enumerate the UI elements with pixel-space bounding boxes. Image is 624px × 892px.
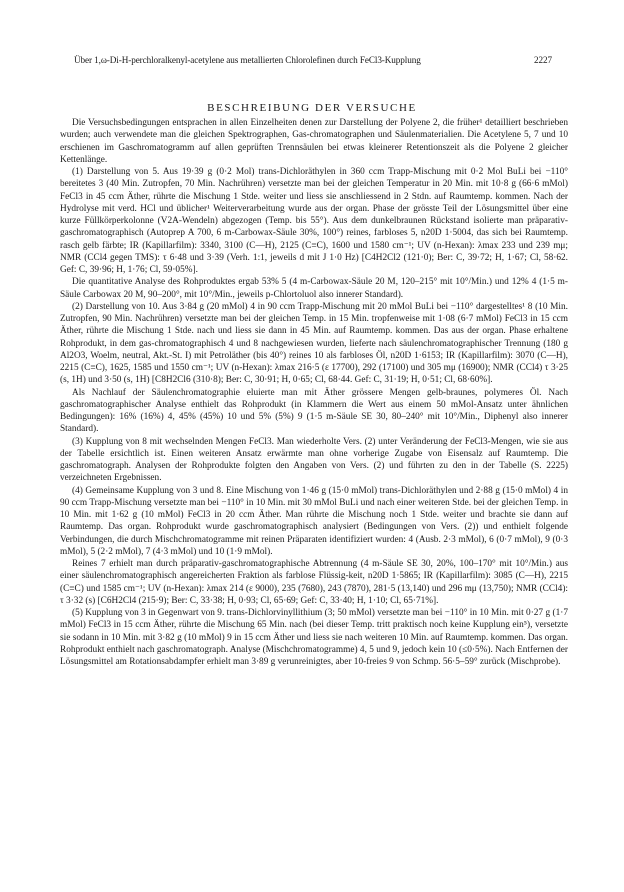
page-number: 2227: [534, 55, 552, 65]
paragraph-experiment-5: (5) Kupplung von 3 in Gegenwart von 9. trans-Dichlorvinyllithium (3; 50 mMol) versetzte man bei −110° in 10 Min. mit 0·27 g (1·7 mMol) FeCl3 in 15 ccm Äther, rührte die Mischung 65 Min. nach (bei dieser Temp. tritt praktisch noch keine Kupplung ein⁵), versetzte sie sodann in 10 Min. mit 3·82 g (10 mMol) 9 in 15 ccm Äther und liess sie nach weiteren 10 Min. auf Raumtemp. kommen. Das organ. Rohprodukt enthielt nach gaschromatograph. Analyse (Mischchromatogramme) 4, 5 und 9, jedoch kein 10 (≤0·5%). Nach Entfernen der Lösungsmittel am Rotationsabdampfer erhielt man 3·89 g verunreinigtes, aber 10-freies 9 von Schmp. 56·5–59° zurück (Mischprobe).: [60, 608, 568, 667]
body-text: [60, 117, 568, 668]
paragraph-experiment-4: (4) Gemeinsame Kupplung von 3 und 8. Eine Mischung von 1·46 g (15·0 mMol) trans-Dichloräthylen und 2·88 g (15·0 mMol) 4 in 90 ccm Trapp-Mischung versetzte man bei −110° in 10 Min. mit 30 mMol BuLi und nach einer weiteren Stde. bei der gleichen Temp. in 10 Min. mit 1·62 g (10 mMol) FeCl3 in 20 ccm Äther. Man rührte die Mischung noch 1 Stde. weiter und brachte sie dann auf Raumtemp. Das organ. Rohprodukt wurde gaschromatographisch analysiert (Bedingungen von Vers. (2)) und enthielt folgende Verbindungen, die durch Mischchromatogramme mit reinen Präparaten identifiziert wurden: 4 (Ausb. 2·3 mMol), 6 (0·7 mMol), 9 (0·3 mMol), 5 (2·2 mMol), 7 (4·3 mMol) und 10 (1·9 mMol).: [60, 485, 568, 557]
paragraph-experiment-1: (1) Darstellung von 5. Aus 19·39 g (0·2 Mol) trans-Dichloräthylen in 360 ccm Trapp-Mischung mit 0·2 Mol BuLi bei −110° bereitetes 3 (40 Min. Zutropfen, 70 Min. Nachrühren) versetzte man bei der gleichen Temperatur in 20 Min. mit 10·8 g (66·6 mMol) FeCl3 in 45 ccm Äther, rührte die Mischung 1 Stde. weiter und liess sie anschliessend in 2 Stdn. auf Raumtemp. kommen. Nach der Hydrolyse mit verd. HCl und üblicher¹ Weiterverarbeitung wurde aus der organ. Phase der grösste Teil der Lösungsmittel über eine kurze Füllkörperkolonne (V2A-Wendeln) abgezogen (Temp. bis 55°). Aus dem dunkelbraunen Rückstand isolierte man präparativ-gaschromatographisch (Autoprep A 700, 6 m-Carbowax-Säule 30%, 100°) reines, farbloses 5, n20D 1·5004, das sich bei Raumtemp. rasch gelb färbte; IR (Kapillarfilm): 3340, 3100 (C—H), 2125 (C≡C), 1600 und 1580 cm⁻¹; UV (n-Hexan): λmax 233 und 239 mμ; NMR (CCl4 gegen TMS): τ 6·48 und 3·39 (Verh. 1:1, jeweils d mit J 1·0 Hz) [C4H2Cl2 (121·0); Ber: C, 39·72; H, 1·67; Cl, 58·62. Gef: C, 39·96; H, 1·76; Cl, 59·05%].: [60, 167, 568, 275]
section-heading: BESCHREIBUNG DER VERSUCHE: [207, 102, 417, 114]
paragraph-experiment-3: (3) Kupplung von 8 mit wechselnden Mengen FeCl3. Man wiederholte Vers. (2) unter Veränderung der FeCl3-Mengen, wie sie aus der Tabelle ersichtlich ist. Einen weiteren Ansatz erwärmte man ohne vorherige Zugabe von Eisensalz auf Raumtemp. Die gaschromatograph. Analysen der Rohprodukte folgten den Angaben von Vers. (2) und führten zu den in der Tabelle (S. 2225) verzeichneten Ergebnissen.: [60, 436, 568, 484]
paragraph-experiment-2: (2) Darstellung von 10. Aus 3·84 g (20 mMol) 4 in 90 ccm Trapp-Mischung mit 20 mMol BuLi bei −110° dargestelltes¹ 8 (10 Min. Zutropfen, 90 Min. Nachrühren) versetzte man bei der gleichen Temp. in 15 Min. tropfenweise mit 1·08 (6·7 mMol) FeCl3 in 15 ccm Äther, rührte die Mischung 1 Stde. nach und liess sie dann in 45 Min. auf Raumtemp. kommen. Das aus der organ. Phase erhaltene Rohprodukt, in dem gas-chromatographisch 4 und 8 nachgewiesen wurden, lieferte nach säulenchromatographischer Trennung (180 g Al2O3, Woelm, neutral, Akt.-St. I) mit Petroläther (bis 40°) reines 10 als farbloses Öl, n20D 1·6153; IR (Kapillarfilm): 3070 (C—H), 2215 (C≡C), 1625, 1585 und 1550 cm⁻¹; UV (n-Hexan): λmax 216·5 (ε 17700), 292 (17100) und 305 mμ (16900); NMR (CCl4) τ 3·25 (s, 1H) und 3·50 (s, 1H) [C8H2Cl6 (310·8); Ber: C, 30·91; H, 0·65; Cl, 68·44. Gef: C, 31·19; H, 0·51; Cl, 68·60%].: [60, 301, 568, 386]
running-title: Über 1,ω-Di-H-perchloralkenyl-acetylene aus metallierten Chlorolefinen durch FeCl3-Kupplung: [74, 55, 421, 65]
paragraph-pure-7: Reines 7 erhielt man durch präparativ-gaschromatographische Abtrennung (4 m-Säule SE 30, 20%, 100–170° mit 10°/Min.) aus einer säulenchromatographisch angereicherten Fraktion als farblose Flüssig-keit, n20D 1·5865; IR (Kapillarfilm): 3085 (C—H), 2215 (C≡C) und 1585 cm⁻¹; UV (n-Hexan): λmax 214 (ε 9000), 235 (7680), 243 (7870), 281·5 (13,140) und 296 mμ (13,750); NMR (CCl4): τ 3·32 (s) [C6H2Cl4 (215·9); Ber: C, 33·38; H, 0·93; Cl, 65·69; Gef: C, 33·40; H, 1·10; Cl, 65·71%].: [60, 559, 568, 606]
running-header: [74, 55, 552, 65]
paragraph-nachlauf: Als Nachlauf der Säulenchromatographie eluierte man mit Äther grössere Mengen gelb-braunes, polymeres Öl. Nach gaschromatographischer Analyse enthielt das Rohprodukt (in Klammern die Wert aus einem 50 mMol-Ansatz unter ähnlichen Bedingungen): 16% (16%) 4, 45% (45%) 10 und 5% (5%) 9 (1·5 m-Säule SE 30, 80–240° mit 10°/Min., Diphenyl also innerer Standard).: [60, 387, 568, 435]
paragraph-intro: Die Versuchsbedingungen entsprachen in allen Einzelheiten denen zur Darstellung der Polyene 2, die früher¹ detailliert beschrieben wurden; auch verwendete man die gleichen Spektrographen, Gas-chromatographen und Säulenmaterialien. Die Acetylene 5, 7 und 10 erschienen im Gaschromatogramm auf allen geprüften Trennsäulen bei etwas kleinerer Retentionszeit als die Polyene 2 gleicher Kettenlänge.: [60, 118, 568, 165]
paragraph-quantitative-analysis: Die quantitative Analyse des Rohproduktes ergab 53% 5 (4 m-Carbowax-Säule 20 M, 120–215° mit 10°/Min.) und 12% 4 (1·5 m-Säule Carbowax 20 M, 90–200°, mit 10°/Min., jeweils p-Chlortoluol also innerer Standard).: [60, 277, 568, 300]
